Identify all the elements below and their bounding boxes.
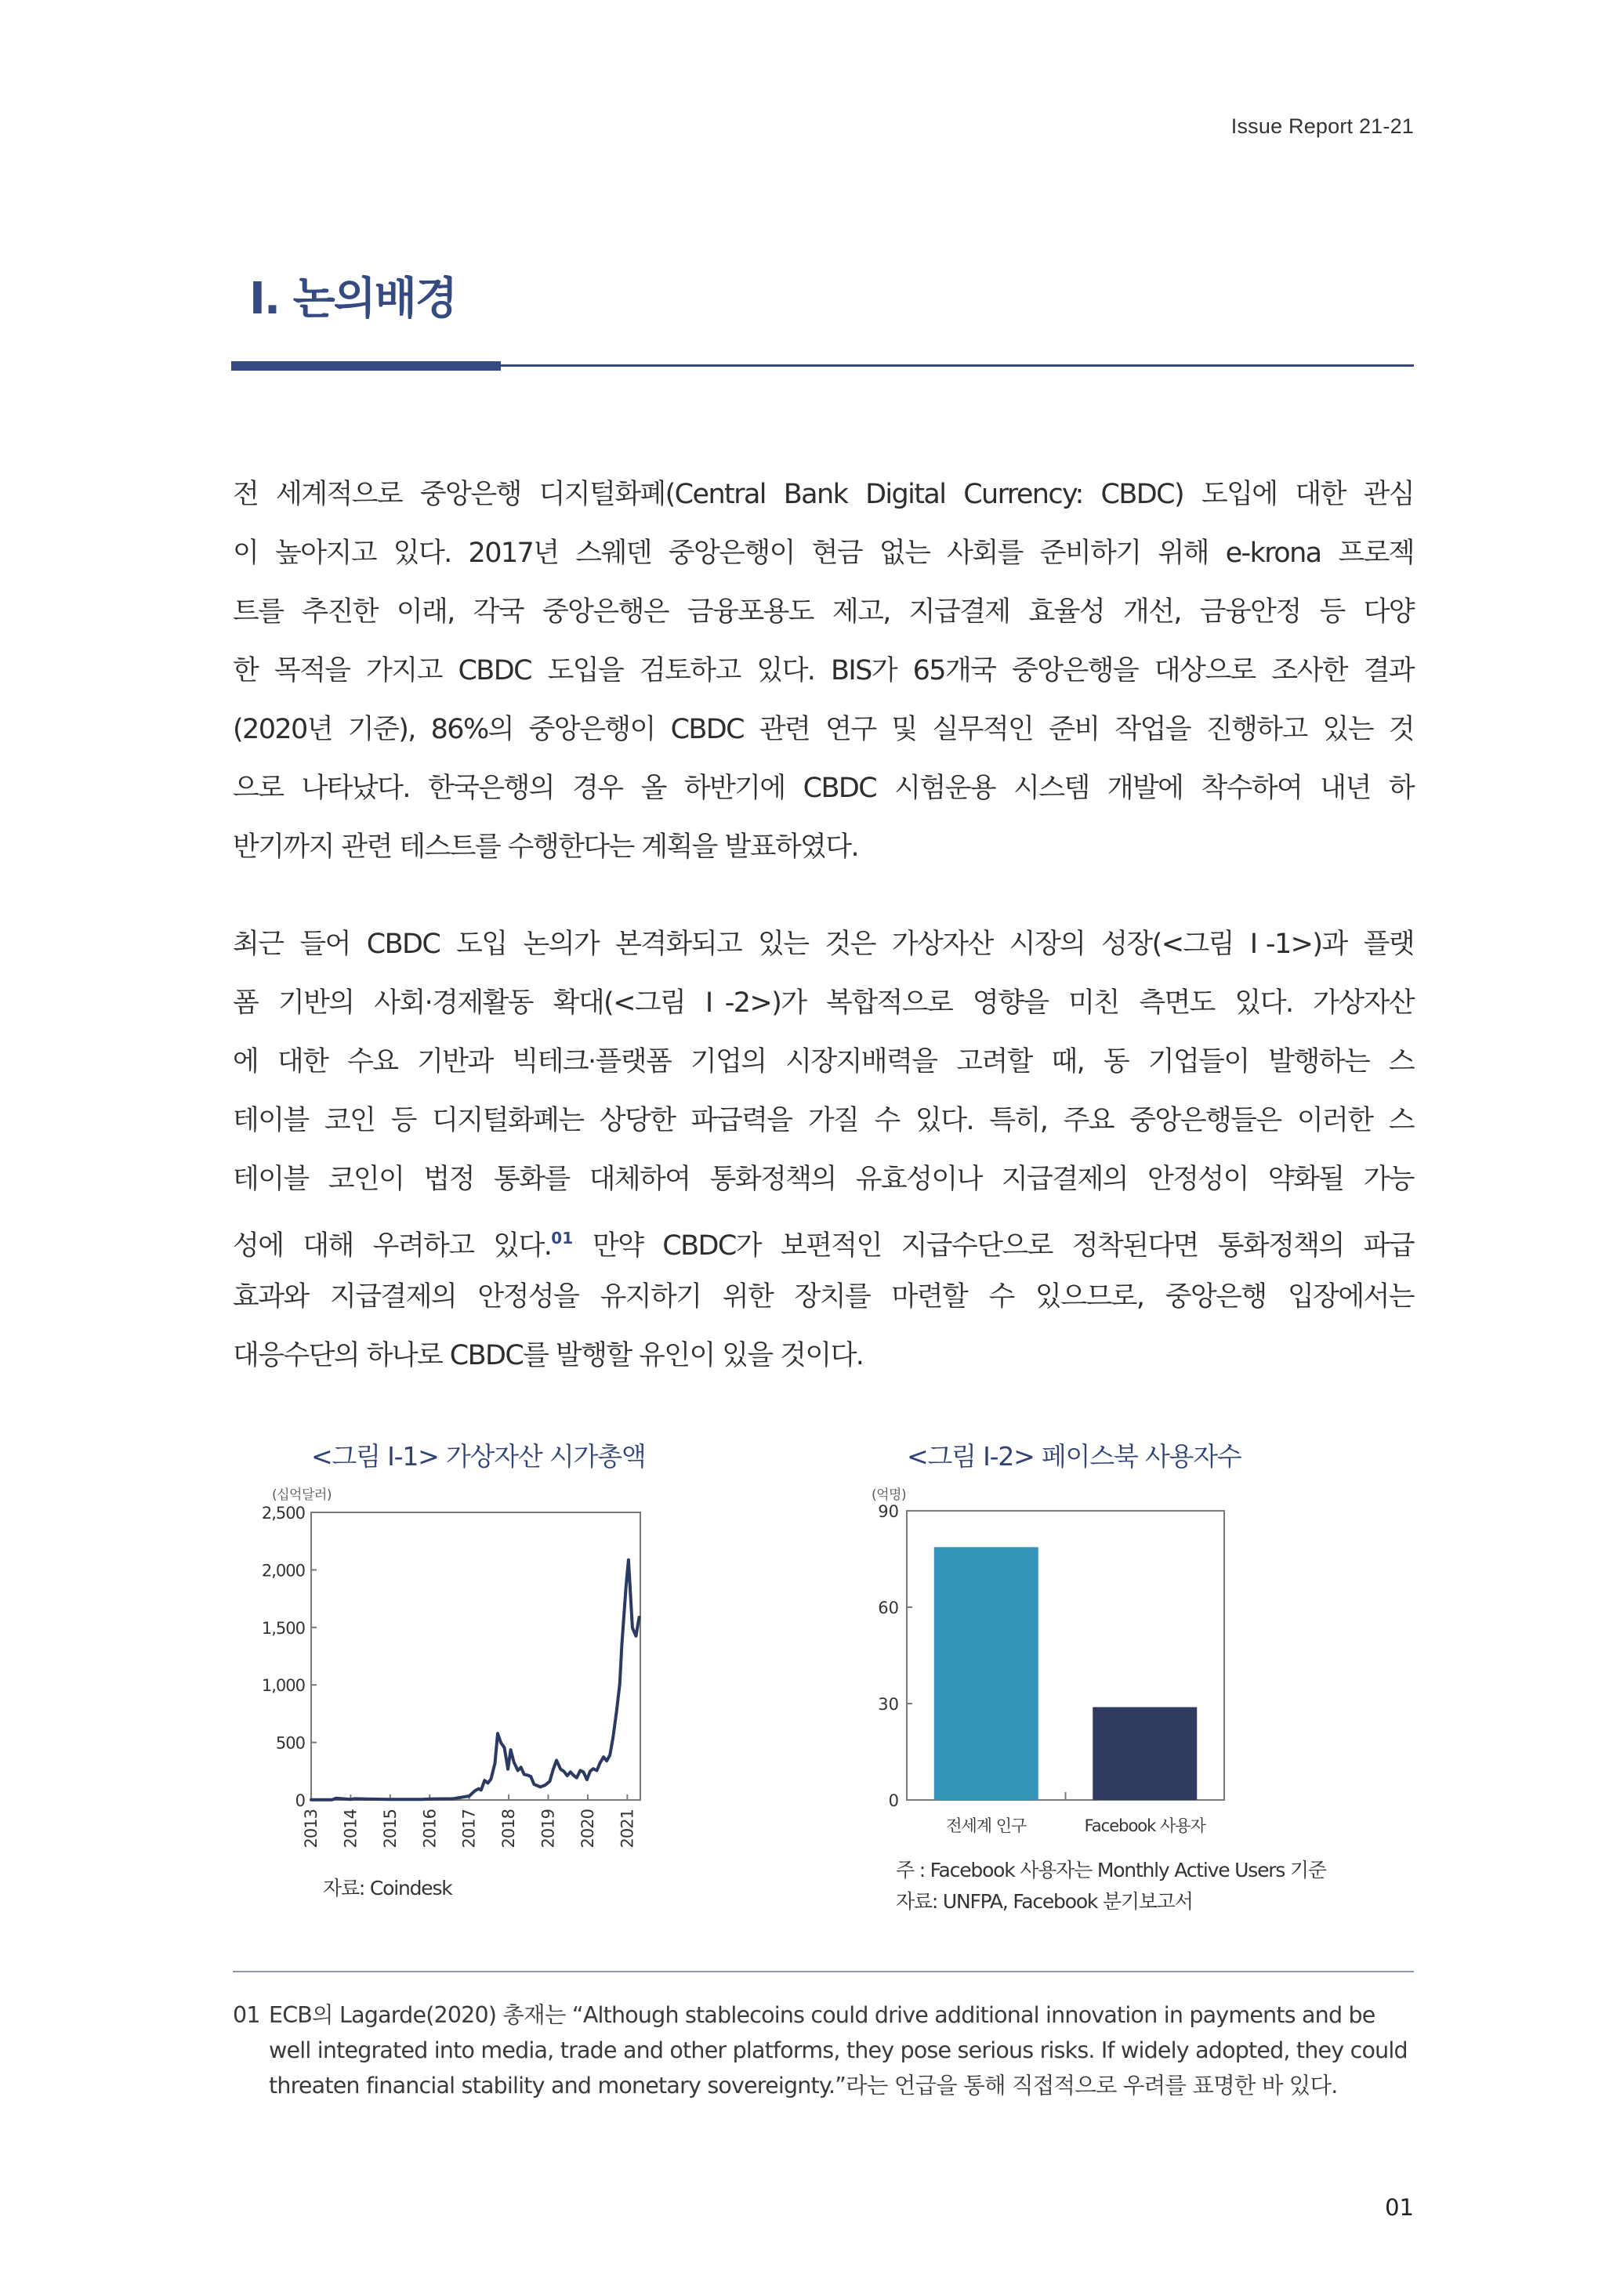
y-tick-label: 30 bbox=[878, 1695, 899, 1714]
figure-2-unit: (억명) bbox=[872, 1487, 907, 1503]
y-tick-label: 1,000 bbox=[261, 1676, 305, 1696]
paragraph-line: 에 대한 수요 기반과 빅테크·플랫폼 기업의 시장지배력을 고려할 때, 동 기업들이 발행하는 스 bbox=[233, 1046, 1414, 1077]
paragraph-line: 폼 기반의 사회·경제활동 확대(<그림 Ⅰ-2>)가 복합적으로 영향을 미친 측면도 있다. 가상자산 bbox=[233, 987, 1414, 1019]
paragraph-line-with-footnote bbox=[233, 1209, 1414, 1268]
y-tick-label: 1,500 bbox=[261, 1618, 305, 1638]
figure-1-unit: (십억달러) bbox=[272, 1487, 332, 1503]
y-tick-label: 0 bbox=[295, 1791, 305, 1810]
category-label: Facebook 사용자 bbox=[1084, 1816, 1205, 1835]
title-underline-rule bbox=[501, 364, 1414, 367]
facebook-users-bar-chart bbox=[846, 1497, 1254, 1842]
x-tick-label: 2014 bbox=[341, 1809, 361, 1849]
figure-2-source: 자료: UNFPA, Facebook 분기보고서 bbox=[896, 1890, 1193, 1913]
y-tick-label: 0 bbox=[888, 1791, 899, 1810]
paragraph-line: 테이블 코인이 법정 통화를 대체하여 통화정책의 유효성이나 지급결제의 안정성이 약화될 가능 bbox=[233, 1164, 1414, 1195]
figure-2-title: <그림 Ⅰ-2> 페이스북 사용자수 bbox=[907, 1441, 1241, 1472]
report-header: Issue Report 21-21 bbox=[1230, 114, 1414, 138]
x-tick-label: 2015 bbox=[380, 1809, 400, 1849]
paragraph-line: 트를 추진한 이래, 각국 중앙은행은 금융포용도 제고, 지급결제 효율성 개선, 금융안정 등 다양 bbox=[233, 596, 1414, 628]
x-tick-label: 2020 bbox=[578, 1809, 597, 1849]
paragraph-line: 효과와 지급결제의 안정성을 유지하기 위한 장치를 마련할 수 있으므로, 중앙은행 입장에서는 bbox=[233, 1281, 1414, 1313]
footnote-reference[interactable]: 01 bbox=[551, 1229, 574, 1248]
y-tick-label: 60 bbox=[878, 1599, 899, 1617]
x-tick-label: 2013 bbox=[302, 1809, 321, 1849]
market-cap-line bbox=[311, 1560, 640, 1800]
bar bbox=[934, 1547, 1038, 1800]
x-tick-label: 2019 bbox=[538, 1809, 558, 1849]
paragraph-line: 이 높아지고 있다. 2017년 스웨덴 중앙은행이 현금 없는 사회를 준비하기 위해 e-krona 프로젝 bbox=[233, 538, 1414, 569]
footnote-line: threaten financial stability and monetary sovereignty.”라는 언급을 통해 직접적으로 우려를 표명한 바 있다. bbox=[269, 2073, 1338, 2099]
paragraph-1 bbox=[233, 465, 1414, 877]
paragraph-text: 만약 CBDC가 보편적인 지급수단으로 정착된다면 통화정책의 파급 bbox=[573, 1230, 1414, 1262]
paragraph-line: 최근 들어 CBDC 도입 논의가 본격화되고 있는 것은 가상자산 시장의 성장(<그림 Ⅰ-1>)과 플랫 bbox=[233, 929, 1414, 960]
x-tick-label: 2016 bbox=[420, 1809, 440, 1849]
paragraph-line: 전 세계적으로 중앙은행 디지털화폐(Central Bank Digital Currency: CBDC) 도입에 대한 관심 bbox=[233, 479, 1414, 510]
plot-frame bbox=[311, 1512, 640, 1800]
y-tick-label: 2,000 bbox=[261, 1561, 305, 1581]
footnote-number: 01 bbox=[233, 2002, 260, 2028]
paragraph-line: 테이블 코인 등 디지털화폐는 상당한 파급력을 가질 수 있다. 특히, 주요 중앙은행들은 이러한 스 bbox=[233, 1105, 1414, 1136]
paragraph-line: 대응수단의 하나로 CBDC를 발행할 유인이 있을 것이다. bbox=[233, 1340, 864, 1371]
figure-1-title: <그림 Ⅰ-1> 가상자산 시가총액 bbox=[311, 1441, 646, 1472]
paragraph-2 bbox=[233, 915, 1414, 1385]
x-tick-label: 2018 bbox=[499, 1809, 519, 1849]
paragraph-line: 반기까지 관련 테스트를 수행한다는 계획을 발표하였다. bbox=[233, 831, 858, 863]
paragraph-text: 성에 대해 우려하고 있다. bbox=[233, 1230, 552, 1262]
figure-1-source: 자료: Coindesk bbox=[323, 1877, 452, 1899]
section-title: Ⅰ. 논의배경 bbox=[249, 273, 456, 324]
crypto-market-cap-line-chart bbox=[235, 1497, 674, 1889]
y-tick-label: 90 bbox=[878, 1502, 899, 1521]
bar bbox=[1093, 1708, 1197, 1800]
page-number: 01 bbox=[1385, 2194, 1414, 2221]
x-tick-label: 2017 bbox=[459, 1809, 479, 1849]
footnote-line: well integrated into media, trade and other platforms, they pose serious risks. If widely adopted, they could bbox=[269, 2037, 1408, 2063]
paragraph-line: (2020년 기준), 86%의 중앙은행이 CBDC 관련 연구 및 실무적인 준비 작업을 진행하고 있는 것 bbox=[233, 714, 1414, 745]
figure-2-note: 주 : Facebook 사용자는 Monthly Active Users 기준 bbox=[896, 1859, 1326, 1881]
x-tick-label: 2021 bbox=[618, 1809, 637, 1849]
paragraph-line: 한 목적을 가지고 CBDC 도입을 검토하고 있다. BIS가 65개국 중앙은행을 대상으로 조사한 결과 bbox=[233, 655, 1414, 686]
paragraph-line: 으로 나타났다. 한국은행의 경우 올 하반기에 CBDC 시험운용 시스템 개발에 착수하여 내년 하 bbox=[233, 773, 1414, 804]
y-tick-label: 500 bbox=[275, 1733, 305, 1753]
category-label: 전세계 인구 bbox=[946, 1816, 1027, 1835]
footnote-divider bbox=[233, 1971, 1414, 1972]
y-tick-label: 2,500 bbox=[261, 1504, 305, 1523]
title-underline-accent bbox=[231, 361, 501, 371]
footnote-line: ECB의 Lagarde(2020) 총재는 “Although stablecoins could drive additional innovation in payments and be bbox=[269, 2002, 1375, 2028]
